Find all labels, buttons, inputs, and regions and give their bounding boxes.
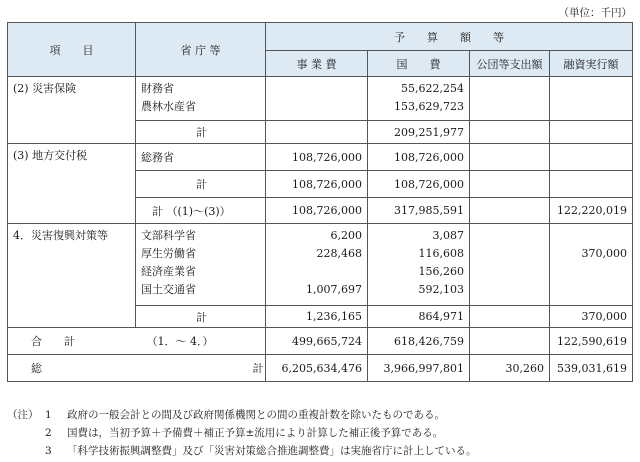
- project-cell: 6,200 228,468 1,007,697: [266, 224, 368, 306]
- subtotal-loan: [550, 171, 633, 198]
- section-label: (3) 地方交付税: [8, 144, 136, 224]
- public-cell: [470, 224, 550, 306]
- project-cell: 108,726,000: [266, 144, 368, 171]
- footnote: 2 国費は，当初予算＋予備費＋補正予算±流用により計算した補正後予算である。: [45, 427, 444, 439]
- public-cell: [470, 77, 550, 121]
- subtotal-public: [470, 306, 550, 328]
- subtotal-loan: [550, 121, 633, 144]
- footnote: 3 「科学技術振興調整費」及び「災害対策総合推進調整費」は実施省庁に計上している。: [45, 445, 477, 457]
- loan-cell: [550, 77, 633, 121]
- subtotal-label: 計: [136, 121, 266, 144]
- subtotal-label: 計: [136, 171, 266, 198]
- cumulative-national: 317,985,591: [368, 198, 470, 224]
- national-cell: 55,622,254 153,629,723: [368, 77, 470, 121]
- grand-total-project: 6,205,634,476: [266, 355, 368, 382]
- total-label: 合 計: [31, 335, 75, 348]
- unit-label: （単位：千円）: [558, 7, 632, 19]
- header-item: 項 目: [8, 23, 136, 77]
- subtotal-public: [470, 121, 550, 144]
- subtotal-project: 1,236,165: [266, 306, 368, 328]
- subtotal-label: 計: [136, 306, 266, 328]
- grand-total-label-left: 総: [31, 362, 42, 375]
- header-ministry: 省 庁 等: [136, 23, 266, 77]
- ministry-cell: 総務省: [136, 144, 266, 171]
- grand-total-public: 30,260: [470, 355, 550, 382]
- total-project: 499,665,724: [266, 328, 368, 355]
- total-label-cell: [8, 328, 266, 355]
- total-loan: 122,590,619: [550, 328, 633, 355]
- cumulative-loan: 122,220,019: [550, 198, 633, 224]
- table-row: [8, 224, 633, 306]
- budget-table: [7, 22, 633, 382]
- cumulative-label: 計 （(1)～(3)）: [136, 198, 266, 224]
- subtotal-national: 864,971: [368, 306, 470, 328]
- table-row: [8, 77, 633, 121]
- subtotal-national: 209,251,977: [368, 121, 470, 144]
- subtotal-national: 108,726,000: [368, 171, 470, 198]
- public-cell: [470, 144, 550, 171]
- national-cell: 108,726,000: [368, 144, 470, 171]
- project-cell: [266, 77, 368, 121]
- grand-total-loan: 539,031,619: [550, 355, 633, 382]
- cumulative-project: 108,726,000: [266, 198, 368, 224]
- header-national-cost: 国 費: [368, 51, 470, 77]
- total-national: 618,426,759: [368, 328, 470, 355]
- ministry-cell: 文部科学省 厚生労働省 経済産業省 国土交通省: [136, 224, 266, 306]
- ministry-cell: 財務省 農林水産省: [136, 77, 266, 121]
- header-project-cost: 事 業 費: [266, 51, 368, 77]
- subtotal-project: 108,726,000: [266, 171, 368, 198]
- total-range: （1．～ 4．）: [146, 335, 214, 348]
- grand-total-label-cell: [8, 355, 266, 382]
- footnote: （注） 1 政府の一般会計との間及び政府関係機関との間の重複計数を除いたものである。: [7, 409, 445, 421]
- grand-total-label-right: 計: [252, 362, 264, 375]
- total-public: [470, 328, 550, 355]
- footnotes: [7, 406, 477, 460]
- subtotal-loan: 370,000: [550, 306, 633, 328]
- header-budget: 予 算 額 等: [266, 23, 633, 51]
- header-public-corp: 公団等支出額: [470, 51, 550, 77]
- section-label: (2) 災害保険: [8, 77, 136, 144]
- grand-total-national: 3,966,997,801: [368, 355, 470, 382]
- header-loan: 融資実行額: [550, 51, 633, 77]
- section-label: 4．災害復興対策等: [8, 224, 136, 328]
- total-row: [8, 328, 633, 355]
- subtotal-public: [470, 171, 550, 198]
- loan-cell: [550, 144, 633, 171]
- subtotal-project: [266, 121, 368, 144]
- national-cell: 3,087 116,608 156,260 592,103: [368, 224, 470, 306]
- loan-cell: 370,000: [550, 224, 633, 306]
- table-row: [8, 144, 633, 171]
- cumulative-public: [470, 198, 550, 224]
- grand-total-row: [8, 355, 633, 382]
